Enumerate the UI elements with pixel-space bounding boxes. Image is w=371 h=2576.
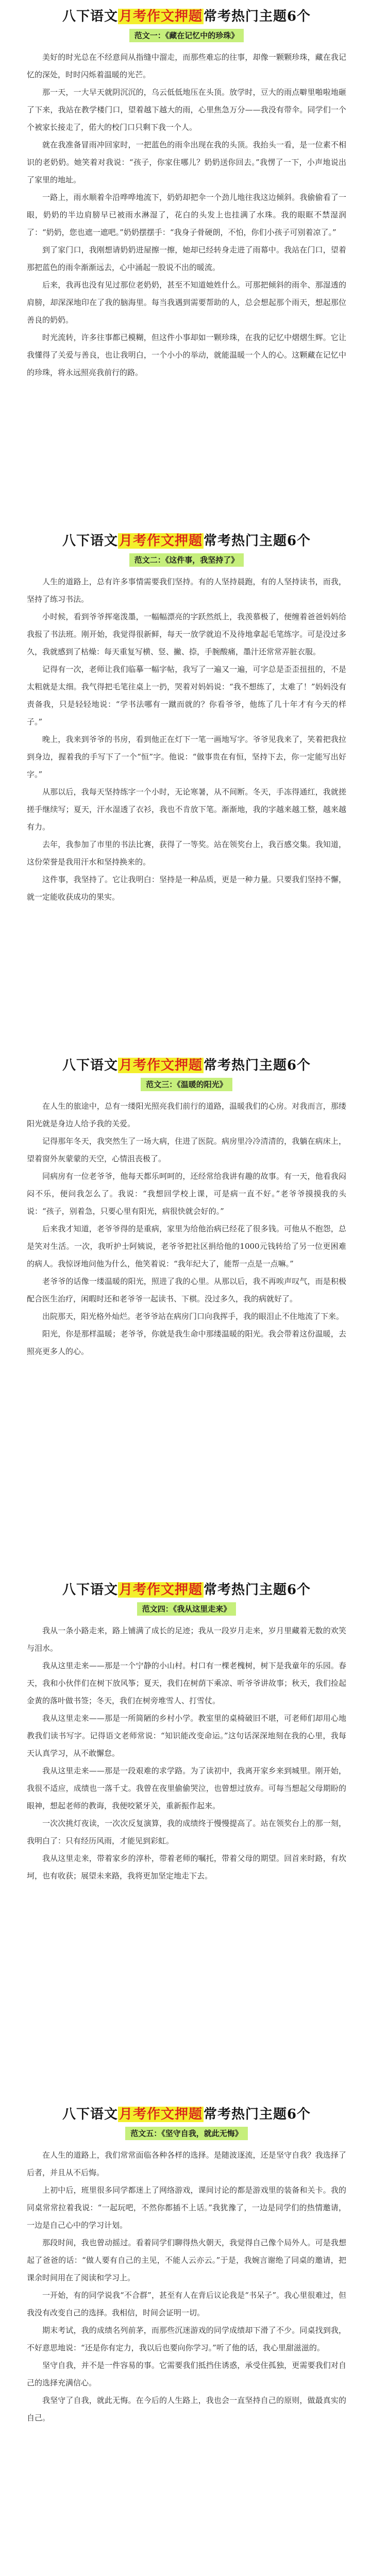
essay-paragraph: 去年，我参加了市里的书法比赛，获得了一等奖。站在领奖台上，我百感交集。我知道，这份荣誉是我用汗水和坚持换来的。 bbox=[27, 840, 346, 867]
essay-title: 《我从这里走来》 bbox=[173, 1604, 231, 1614]
essay-title-row bbox=[27, 1078, 346, 1091]
essay-paragraph: 坚守自我，并不是一件容易的事。它需要我们抵挡住诱惑，承受住孤独，更需要我们对自己的选择充满信心。 bbox=[27, 2361, 346, 2387]
essay-paragraph: 小时候，看到爷爷挥毫泼墨，一幅幅漂亮的字跃然纸上，我羡慕极了，便缠着爸爸妈妈给我报了书法班。刚开始，我觉得很新鲜，每天一放学就迫不及待地拿起毛笔练字。可是没过多久，我就感到了枯燥：每天重复写横、竖、撇、捺，手腕酸痛，墨汁还常常弄脏衣服。 bbox=[27, 612, 346, 656]
essay-title-row bbox=[27, 29, 346, 42]
essay-paragraph: 在人生的道路上，我们常常面临各种各样的选择。是随波逐流，还是坚守自我？我选择了后者，并且从不后悔。 bbox=[27, 2150, 346, 2177]
essay-paragraph: 美好的时光总在不经意间从指缝中溜走，而那些难忘的往事，却像一颗颗珍珠，藏在我记忆的深处，时时闪烁着温暖的光芒。 bbox=[27, 53, 346, 79]
essay-paragraph: 人生的道路上，总有许多事情需要我们坚持。有的人坚持晨跑，有的人坚持读书，而我，坚持了练习书法。 bbox=[27, 577, 346, 604]
heading-suffix: 常考热门主题6个 bbox=[203, 2107, 311, 2122]
essay-paragraph: 出院那天，阳光格外灿烂。老爷爷站在病房门口向我挥手，我的眼泪止不住地流了下来。 bbox=[42, 1312, 344, 1321]
section-heading bbox=[27, 2104, 346, 2125]
essay-paragraph: 期末考试，我的成绩名列前茅，而那些沉迷游戏的同学成绩却下滑了不少。同桌找到我，不好意思地说：“还是你有定力，我以后也要向你学习。”听了他的话，我心里甜滋滋的。 bbox=[27, 2326, 346, 2352]
essay-label: 范文一： bbox=[134, 31, 165, 40]
essay-label: 范文二： bbox=[134, 555, 165, 565]
essay-paragraph: 那段时间，我也曾动摇过。看着同学们聊得热火朝天，我觉得自己像个局外人。可是我想起了爸爸的话：“做人要有自己的主见，不能人云亦云。”于是，我婉言谢绝了同桌的邀请，把课余时间用在了阅读和学习上。 bbox=[27, 2238, 346, 2282]
heading-prefix: 八下语文 bbox=[62, 9, 118, 24]
essay-paragraph: 我从这里走来——那是一个宁静的小山村。村口有一棵老槐树，树下是我童年的乐园。春天，我和小伙伴们在树下放风筝；夏天，我们在树荫下乘凉、听爷爷讲故事；秋天，我们捡起金黄的落叶做书签；冬天，我们在树旁堆雪人、打雪仗。 bbox=[27, 1661, 346, 1705]
essay-paragraph: 同病房有一位老爷爷，他每天都乐呵呵的，还经常给我讲有趣的故事。有一天，他看我闷闷不乐，便问我怎么了。我说：“我想回学校上课，可是病一直不好。”老爷爷摸摸我的头说：“孩子，别着急，只要心里有阳光，病很快就会好的。” bbox=[27, 1172, 346, 1216]
heading-highlight: 月考作文押题 bbox=[119, 1058, 203, 1073]
essay-paragraph: 我从这里走来——那是一段艰难的求学路。为了读初中，我离开家乡来到城里。刚开始，我很不适应，成绩也一落千丈。我曾在夜里偷偷哭泣，也曾想过放弃。可每当想起父母期盼的眼神，想起老师的教诲，我便咬紧牙关，重新振作起来。 bbox=[27, 1766, 346, 1810]
essay-paragraph: 我坚守了自我，就此无悔。在今后的人生路上，我也会一直坚持自己的原则，做最真实的自己。 bbox=[27, 2396, 346, 2422]
heading-suffix: 常考热门主题6个 bbox=[203, 9, 311, 24]
essay-section-1 bbox=[0, 0, 371, 524]
heading-highlight: 月考作文押题 bbox=[119, 9, 203, 24]
essay-paragraph: 上初中后，班里很多同学都迷上了网络游戏，课间讨论的都是游戏里的装备和关卡。我的同桌常常拉着我说：“一起玩吧，不然你都插不上话。”我犹豫了，一边是同学们的热情邀请，一边是自己心中的学习计划。 bbox=[27, 2185, 346, 2230]
essay-section-4 bbox=[0, 1573, 371, 2098]
essay-title: 《坚守自我，就此无悔》 bbox=[161, 2129, 243, 2138]
essay-paragraph: 阳光，你是那样温暖；老爷爷，你就是我生命中那缕温暖的阳光。我会带着这份温暖，去照亮更多人的心。 bbox=[27, 1329, 346, 1356]
essay-title-bar bbox=[129, 553, 244, 567]
essay-paragraph: 到了家门口，我刚想请奶奶进屋擦一擦，她却已经转身走进了雨幕中。我站在门口，望着那把蓝色的雨伞渐渐远去，心中涌起一股说不出的暖流。 bbox=[27, 245, 346, 272]
essay-paragraph: 我从这里走来，带着家乡的淳朴，带着老师的嘱托，带着父母的期望。回首来时路，有坎坷，也有收获；展望未来路，我将更加坚定地走下去。 bbox=[27, 1854, 346, 1880]
heading-suffix: 常考热门主题6个 bbox=[203, 1058, 311, 1073]
essay-paragraph: 一次次挑灯夜读，一次次反复演算，我的成绩终于慢慢提高了。站在领奖台上的那一刻，我明白了：只有经历风雨，才能见到彩虹。 bbox=[27, 1819, 346, 1845]
essay-body bbox=[27, 573, 346, 906]
essay-label: 范文三： bbox=[146, 1080, 177, 1089]
section-heading bbox=[27, 1055, 346, 1076]
essay-paragraph: 我从这里走来——那是一所简陋的乡村小学。教室里的桌椅破旧不堪，可老师们却用心地教我们读书写字。记得语文老师常说：“知识能改变命运。”这句话深深地刻在我的心里，我每天认真学习，从不敢懈怠。 bbox=[27, 1714, 346, 1758]
essay-title: 《藏在记忆中的珍珠》 bbox=[165, 31, 239, 40]
essay-title-bar bbox=[137, 1602, 237, 1616]
essay-body bbox=[27, 48, 346, 381]
section-heading bbox=[27, 6, 346, 27]
essay-title: 《温暖的阳光》 bbox=[177, 1080, 227, 1089]
essay-paragraph: 在人生的旅途中，总有一缕阳光照亮我们前行的道路，温暖我们的心房。对我而言，那缕阳光就是身边人给予我的关爱。 bbox=[27, 1101, 346, 1128]
essay-body bbox=[27, 1622, 346, 1885]
essay-section-3 bbox=[0, 1049, 371, 1573]
essay-body bbox=[27, 1097, 346, 1360]
essay-paragraph: 晚上，我来到爷爷的书房，看到他正在灯下一笔一画地写字。爷爷见我来了，笑着把我拉到身边，握着我的手写下了一个“恒”字。他说：“做事贵在有恒，坚持下去，你一定能写出好字。” bbox=[27, 735, 346, 779]
heading-prefix: 八下语文 bbox=[62, 2107, 118, 2122]
section-heading bbox=[27, 1580, 346, 1600]
essay-title-bar bbox=[141, 1078, 232, 1091]
essay-paragraph: 一开始，有的同学说我“不合群”，甚至有人在背后议论我是“书呆子”。我心里很难过，但我没有改变自己的选择。我相信，时间会证明一切。 bbox=[27, 2291, 346, 2317]
essay-paragraph: 后来我才知道，老爷爷得的是重病，家里为给他治病已经花了很多钱。可他从不抱怨，总是笑对生活。一次，我听护士阿姨说，老爷爷把社区捐给他的1000元钱转给了另一位更困难的病人。我惊讶地问他为什么，他笑着说：“我年纪大了，能帮一点是一点嘛。” bbox=[27, 1224, 346, 1268]
heading-prefix: 八下语文 bbox=[62, 1582, 118, 1598]
essay-title-row bbox=[27, 2127, 346, 2140]
essay-paragraph: 记得那年冬天，我突然生了一场大病，住进了医院。病房里冷冷清清的，我躺在病床上，望着窗外灰蒙蒙的天空，心情沮丧极了。 bbox=[27, 1137, 346, 1163]
essay-title-bar bbox=[129, 29, 244, 42]
heading-prefix: 八下语文 bbox=[62, 533, 118, 549]
essay-title-row bbox=[27, 553, 346, 567]
heading-highlight: 月考作文押题 bbox=[119, 2107, 203, 2122]
essay-paragraph: 时光流转，许多往事都已模糊，但这件小事却如一颗珍珠，在我的记忆中熠熠生辉。它让我懂得了关爱与善良，也让我明白，一个小小的举动，就能温暖一个人的心。这颗藏在记忆中的珍珠，将永远照亮我前行的路。 bbox=[27, 333, 346, 377]
essay-label: 范文四： bbox=[142, 1604, 173, 1614]
essay-paragraph: 那一天，一大早天就阴沉沉的，乌云低低地压在头顶。放学时，豆大的雨点噼里啪啦地砸了下来，我站在教学楼门口，望着越下越大的雨，心里焦急万分——我没有带伞。同学们一个个被家长接走了，偌大的校门口只剩下我一个人。 bbox=[27, 88, 346, 132]
essay-paragraph: 后来，我再也没有见过那位老奶奶，甚至不知道她姓什么。可那把倾斜的雨伞、那湿透的肩膀，却深深地印在了我的脑海里。每当我遇到需要帮助的人，总会想起那个雨天，想起那位善良的奶奶。 bbox=[27, 280, 346, 325]
section-heading bbox=[27, 531, 346, 551]
essay-section-2 bbox=[0, 524, 371, 1049]
essay-section-5 bbox=[0, 2098, 371, 2576]
essay-title-bar bbox=[125, 2127, 248, 2140]
essay-paragraph: 老爷爷的话像一缕温暖的阳光，照进了我的心里。从那以后，我不再唉声叹气，而是积极配合医生治疗，闲暇时还和老爷爷一起读书、下棋。没过多久，我的病就好了。 bbox=[27, 1277, 346, 1303]
essay-paragraph: 从那以后，我每天坚持练字一个小时，无论寒暑，从不间断。冬天，手冻得通红，我就搓搓手继续写；夏天，汗水湿透了衣衫，我也不肯放下笔。渐渐地，我的字越来越工整，越来越有力。 bbox=[27, 787, 346, 832]
essay-paragraph: 记得有一次，老师让我们临摹一幅字帖，我写了一遍又一遍，可字总是歪歪扭扭的，不是太粗就是太细。我气得把毛笔往桌上一扔，哭着对妈妈说：“我不想练了，太难了！”妈妈没有责备我，只是轻轻地说：“学书法哪有一蹴而就的？你看爷爷，他练了几十年才有今天的样子。” bbox=[27, 665, 346, 726]
essay-body bbox=[27, 2146, 346, 2427]
essay-paragraph: 我从一条小路走来，路上铺满了成长的足迹；我从一段岁月走来，岁月里藏着无数的欢笑与泪水。 bbox=[27, 1626, 346, 1653]
essay-paragraph: 就在我准备冒雨冲回家时，一把蓝色的雨伞出现在我的头顶。我抬头一看，是一位素不相识的老奶奶。她笑着对我说：“孩子，你家住哪儿？奶奶送你回去。”我愣了一下，小声地说出了家里的地址。 bbox=[27, 140, 346, 184]
heading-prefix: 八下语文 bbox=[62, 1058, 118, 1073]
heading-suffix: 常考热门主题6个 bbox=[203, 1582, 311, 1598]
essay-title: 《这件事，我坚持了》 bbox=[165, 555, 239, 565]
heading-highlight: 月考作文押题 bbox=[119, 533, 203, 549]
essay-title-row bbox=[27, 1602, 346, 1616]
essay-paragraph: 这件事，我坚持了。它让我明白：坚持是一种品质，更是一种力量。只要我们坚持不懈，就一定能收获成功的果实。 bbox=[27, 875, 346, 902]
heading-highlight: 月考作文押题 bbox=[119, 1582, 203, 1598]
essay-label: 范文五： bbox=[130, 2129, 162, 2138]
heading-suffix: 常考热门主题6个 bbox=[203, 533, 311, 549]
essay-paragraph: 一路上，雨水顺着伞沿哗哗地流下，奶奶却把伞一个劲儿地往我这边倾斜。我偷偷看了一眼，奶奶的半边肩膀早已被雨水淋湿了，花白的头发上也挂满了水珠。我的眼眶不禁湿润了：“奶奶，您也遮一遮吧。”奶奶摆摆手：“我身子骨硬朗，不怕，你们小孩子可别着凉了。” bbox=[27, 193, 346, 237]
